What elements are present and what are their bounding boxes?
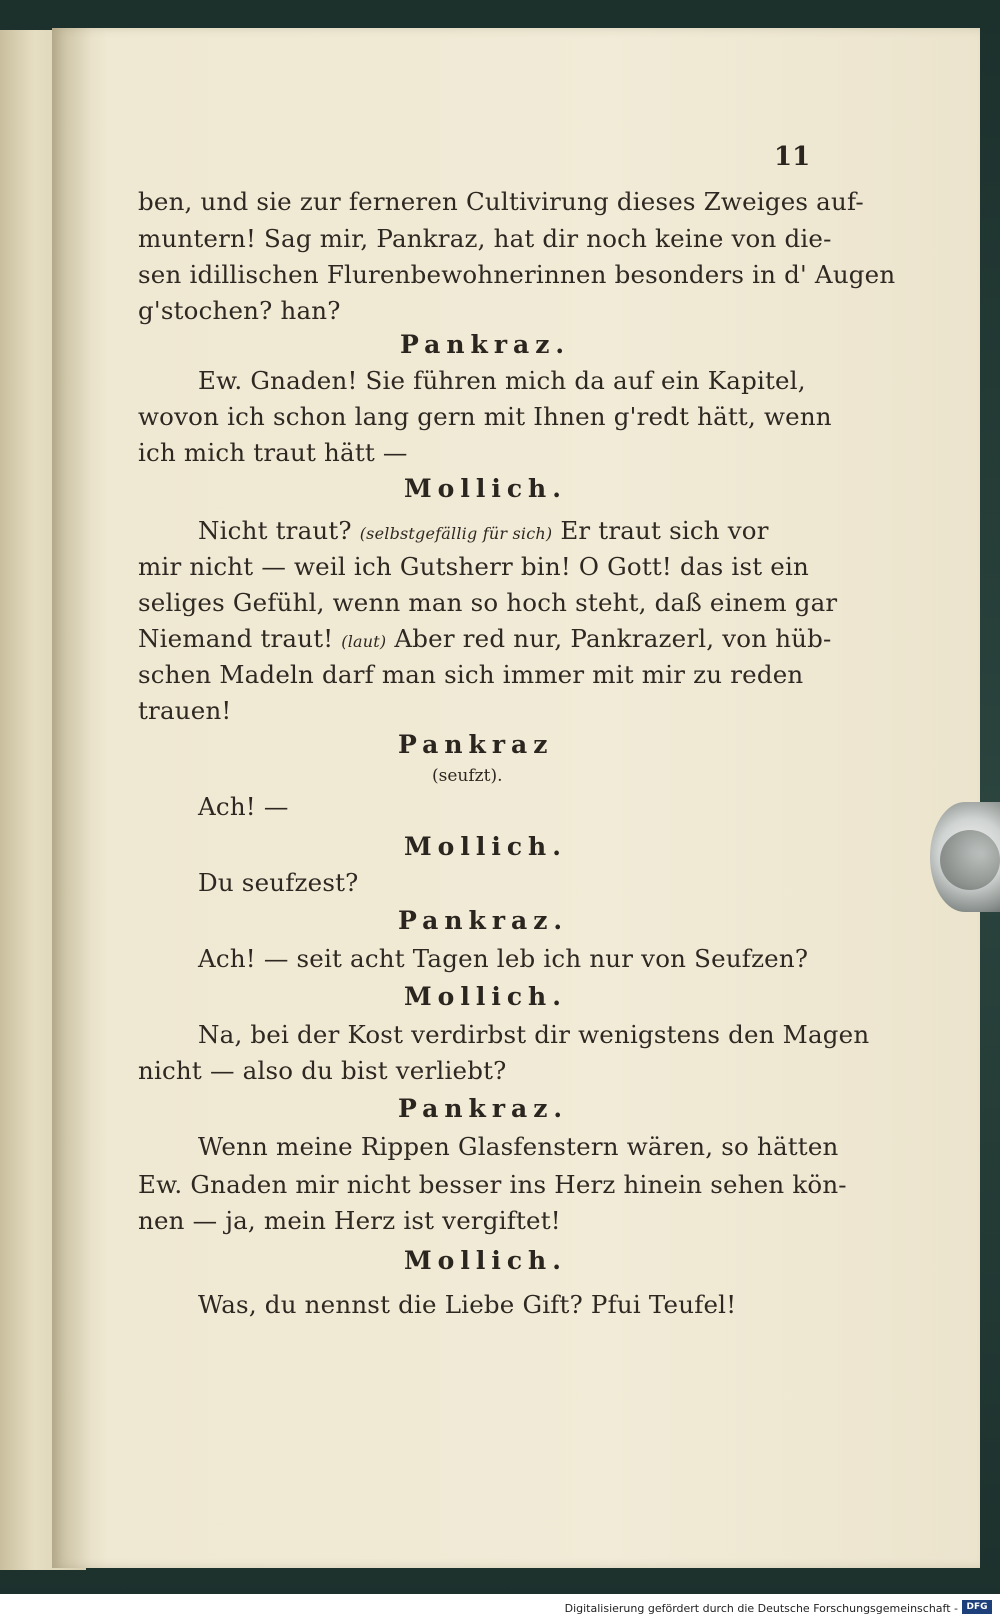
speaker-name: Mollich. bbox=[404, 832, 567, 861]
text-line: wovon ich schon lang gern mit Ihnen g'redt hätt, wenn bbox=[138, 402, 832, 431]
speaker-name: Pankraz. bbox=[398, 1094, 569, 1123]
stage-direction: (laut) bbox=[341, 632, 387, 651]
text-line: Wenn meine Rippen Glasfenstern wären, so hätten bbox=[198, 1132, 839, 1161]
text-line: nen — ja, mein Herz ist vergiftet! bbox=[138, 1206, 561, 1235]
text-line: mir nicht — weil ich Gutsherr bin! O Gott! das ist ein bbox=[138, 552, 809, 581]
footer-credit: Digitalisierung gefördert durch die Deutsche Forschungsgemeinschaft - bbox=[564, 1602, 958, 1615]
text-line: seliges Gefühl, wenn man so hoch steht, daß einem gar bbox=[138, 588, 838, 617]
line-text: Niemand traut! bbox=[138, 624, 334, 653]
text-line bbox=[198, 516, 769, 545]
stage-direction: (selbstgefällig für sich) bbox=[359, 524, 553, 543]
text-line: ben, und sie zur ferneren Cultivirung dieses Zweiges auf- bbox=[138, 187, 864, 216]
text-line: Was, du nennst die Liebe Gift? Pfui Teufel! bbox=[198, 1290, 737, 1319]
text-line: Ew. Gnaden! Sie führen mich da auf ein Kapitel, bbox=[198, 366, 806, 395]
text-line: Na, bei der Kost verdirbst dir wenigstens den Magen bbox=[198, 1020, 870, 1049]
dfg-logo: DFG bbox=[962, 1600, 992, 1614]
book-page bbox=[52, 28, 980, 1568]
line-text: Aber red nur, Pankrazerl, von hüb- bbox=[394, 624, 832, 653]
speaker-name: Pankraz. bbox=[400, 330, 571, 359]
text-line: muntern! Sag mir, Pankraz, hat dir noch keine von die- bbox=[138, 224, 832, 253]
text-line: Du seufzest? bbox=[198, 868, 359, 897]
speaker-name: Mollich. bbox=[404, 982, 567, 1011]
text-line: sen idillischen Flurenbewohnerinnen besonders in d' Augen bbox=[138, 260, 896, 289]
text-line: schen Madeln darf man sich immer mit mir zu reden bbox=[138, 660, 804, 689]
text-line: Ew. Gnaden mir nicht besser ins Herz hinein sehen kön- bbox=[138, 1170, 847, 1199]
text-line: nicht — also du bist verliebt? bbox=[138, 1056, 507, 1085]
text-line: ich mich traut hätt — bbox=[138, 438, 408, 467]
text-line: Ach! — seit acht Tagen leb ich nur von Seufzen? bbox=[198, 944, 809, 973]
text-line bbox=[138, 624, 832, 653]
speaker-name: Mollich. bbox=[404, 1246, 567, 1275]
speaker-name: Pankraz bbox=[398, 730, 554, 759]
stage-direction: (seufzt). bbox=[432, 766, 503, 786]
page-clip-shadow bbox=[940, 830, 1000, 890]
line-text: Nicht traut? bbox=[198, 516, 352, 545]
text-line: g'stochen? han? bbox=[138, 296, 341, 325]
text-line: trauen! bbox=[138, 696, 232, 725]
page-number: 11 bbox=[774, 142, 811, 172]
text-line: Ach! — bbox=[198, 792, 289, 821]
page-gutter-shadow bbox=[52, 28, 92, 1568]
line-text: Er traut sich vor bbox=[560, 516, 769, 545]
speaker-name: Mollich. bbox=[404, 474, 567, 503]
speaker-name: Pankraz. bbox=[398, 906, 569, 935]
